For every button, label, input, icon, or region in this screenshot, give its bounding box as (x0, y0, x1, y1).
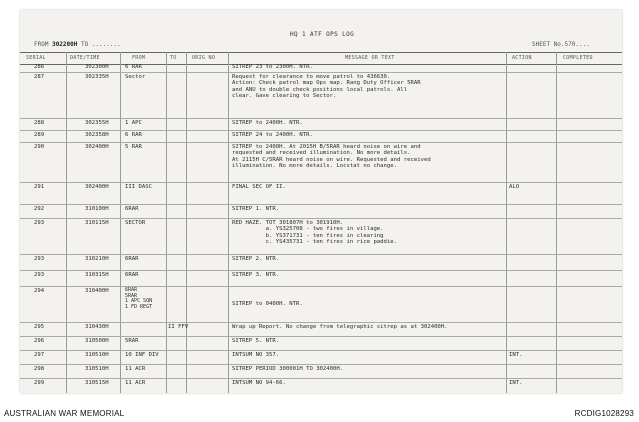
message-line: SITREP 1. NTR. (232, 206, 280, 212)
action-cell: INT. (509, 352, 523, 358)
from-cell: 6RAR (125, 272, 139, 278)
datetime-cell: 310100H (85, 206, 109, 212)
message-cell (232, 120, 303, 126)
row-separator (20, 130, 622, 131)
from-cell: 5RAR (125, 338, 139, 344)
message-line: illumination. No more details. Locstat no change. (232, 163, 398, 170)
serial-cell: 295 (34, 324, 45, 330)
datetime-cell: 310510H (85, 352, 109, 358)
from-cell: 5 RAR (125, 144, 142, 150)
message-line: SITREP 2. NTR. (232, 256, 280, 262)
message-cell (232, 74, 421, 100)
from-label: FROM (34, 41, 49, 48)
from-cell: 1 APC (125, 120, 142, 126)
datetime-cell: 310500H (85, 338, 109, 344)
footer-credit: AUSTRALIAN WAR MEMORIAL (4, 409, 125, 418)
message-line: b. YS371731 - ten fires in clearing (232, 232, 384, 239)
row-separator (20, 72, 622, 73)
row-separator (20, 118, 622, 119)
message-line: SITREP 24 to 2400H. NTR. (232, 132, 313, 138)
col-datetime: DATE/TIME (70, 55, 100, 61)
message-cell (232, 338, 279, 344)
serial-cell: 296 (34, 338, 45, 344)
from-cell: Sector (125, 74, 146, 80)
message-cell (232, 324, 448, 330)
message-cell (232, 132, 313, 138)
datetime-cell: 302355H (85, 120, 109, 126)
message-line: and ANU to double check positions local patrols. All (232, 86, 408, 93)
datetime-cell: 302400H (85, 144, 109, 150)
message-line: INTSUM NO 94-66. (232, 380, 286, 386)
serial-cell: 287 (34, 74, 45, 80)
row-separator (20, 204, 622, 205)
message-line: SITREP to 2400H. NTR. (232, 120, 303, 126)
serial-cell: 286 (34, 64, 45, 70)
col-action: ACTION (512, 55, 532, 61)
serial-cell: 292 (34, 206, 45, 212)
message-line: Wrap up Report. No change from telegraphic sitrep as at 302400H. (232, 324, 448, 330)
sheet-number (532, 41, 590, 48)
message-line: SITREP to 2400H. At 2015H B/5RAR heard noise on wire and (232, 144, 421, 150)
sheet-value: 570.... (564, 41, 590, 48)
message-line: At 2115H C/5RAR heard noise on wire. Requested and received (232, 156, 431, 163)
divider (506, 52, 507, 393)
serial-cell: 299 (34, 380, 45, 386)
message-line: SITREP 5. NTR. (232, 338, 280, 344)
col-serial: SERIAL (26, 55, 46, 61)
message-cell (232, 288, 303, 307)
log-title: HQ 1 ATF OPS LOG (290, 31, 355, 38)
message-cell (232, 206, 279, 212)
divider (556, 52, 557, 393)
col-orig-no: ORIG NO (192, 55, 216, 61)
message-line: SITREP 3. NTR. (232, 272, 280, 278)
datetime-cell: 310315H (85, 272, 109, 278)
divider (120, 52, 121, 393)
datetime-cell: 302358H (85, 132, 109, 138)
datetime-cell: 302300H (85, 64, 109, 70)
message-line: SITREP PERIOD 300001H TO 302400H. (232, 366, 344, 372)
message-line: SITREP to 0400H. NTR. (232, 300, 303, 307)
serial-cell: 294 (34, 288, 45, 294)
message-line: SITREP 23 to 2300H. NTR. (232, 64, 313, 70)
message-cell (232, 144, 431, 170)
from-cell: 6 RAR (125, 132, 142, 138)
footer-reference: RCDIG1028293 (574, 409, 634, 418)
message-cell (232, 220, 397, 246)
message-cell (232, 352, 279, 358)
from-cell: 10 INF DIV (125, 352, 159, 358)
sheet-label: SHEET No. (532, 41, 565, 48)
datetime-cell: 302400H (85, 184, 109, 190)
message-cell (232, 256, 279, 262)
from-cell: 11 ACR (125, 380, 146, 386)
serial-cell: 288 (34, 120, 45, 126)
serial-cell: 291 (34, 184, 45, 190)
from-cell: 6RAR 5RAR 1 APC SQN 1 FD REGT (125, 287, 153, 310)
message-line: clear. Gave clearing to Sector. (232, 93, 337, 100)
row-separator (20, 322, 622, 323)
message-line: Action: Check patrol map Ops map. Rang Duty Officer 5RAR (232, 80, 421, 87)
column-headers (20, 52, 622, 65)
datetime-cell: 302335H (85, 74, 109, 80)
row-separator (20, 254, 622, 255)
from-cell: 6RAR (125, 256, 139, 262)
serial-cell: 293 (34, 272, 45, 278)
message-line: a. YS325708 - two fires in village. (232, 226, 384, 233)
datetime-cell: 310510H (85, 366, 109, 372)
from-cell: 11 ACR (125, 366, 146, 372)
row-separator (20, 182, 622, 183)
serial-cell: 298 (34, 366, 45, 372)
log-sheet (20, 10, 622, 393)
from-value: 302200H (52, 41, 78, 48)
row-separator (20, 270, 622, 271)
divider (186, 52, 187, 393)
from-cell: 6RAR (125, 206, 139, 212)
datetime-cell: 310430H (85, 324, 109, 330)
divider (228, 52, 229, 393)
from-cell: 6 RAR (125, 64, 142, 70)
serial-cell: 289 (34, 132, 45, 138)
divider (66, 52, 67, 393)
row-separator (20, 364, 622, 365)
col-completed: COMPLETED (563, 55, 593, 61)
row-separator (20, 142, 622, 143)
row-separator (20, 378, 622, 379)
message-cell (232, 64, 313, 70)
message-line: requested and received illumination. No more details. (232, 150, 411, 157)
message-cell (232, 366, 343, 372)
message-line: Request for clearance to move patrol to 436630. (232, 74, 391, 80)
message-cell (232, 380, 286, 386)
datetime-cell: 310400H (85, 288, 109, 294)
message-line: c. YS435731 - ten fires in rice paddie. (232, 239, 398, 246)
message-cell (232, 272, 279, 278)
serial-cell: 293 (34, 220, 45, 226)
row-separator (20, 218, 622, 219)
row-separator (20, 350, 622, 351)
datetime-cell: 310515H (85, 380, 109, 386)
datetime-cell: 310210H (85, 256, 109, 262)
row-separator (20, 336, 622, 337)
divider (166, 52, 167, 393)
message-cell (232, 184, 286, 190)
datetime-cell: 310115H (85, 220, 109, 226)
action-cell: ALO (509, 184, 520, 190)
action-cell: INT. (509, 380, 523, 386)
col-from: FROM (132, 55, 146, 61)
serial-cell: 297 (34, 352, 45, 358)
row-separator (20, 286, 622, 287)
to-cell: II FFV (168, 324, 189, 330)
col-message: MESSAGE OR TEXT (345, 55, 395, 61)
col-to: TO (170, 55, 177, 61)
serial-cell: 290 (34, 144, 45, 150)
message-line: INTSUM NO 357. (232, 352, 280, 358)
from-cell: III DASC (125, 184, 152, 190)
message-line: FINAL SEC OF II. (232, 184, 286, 190)
to-label: TO ........ (81, 41, 121, 48)
from-cell: SECTOR (125, 220, 146, 226)
message-line: RED HAZE. TOT 301807H to 301910H. (232, 220, 344, 226)
serial-cell: 293 (34, 256, 45, 262)
from-field (34, 41, 121, 48)
